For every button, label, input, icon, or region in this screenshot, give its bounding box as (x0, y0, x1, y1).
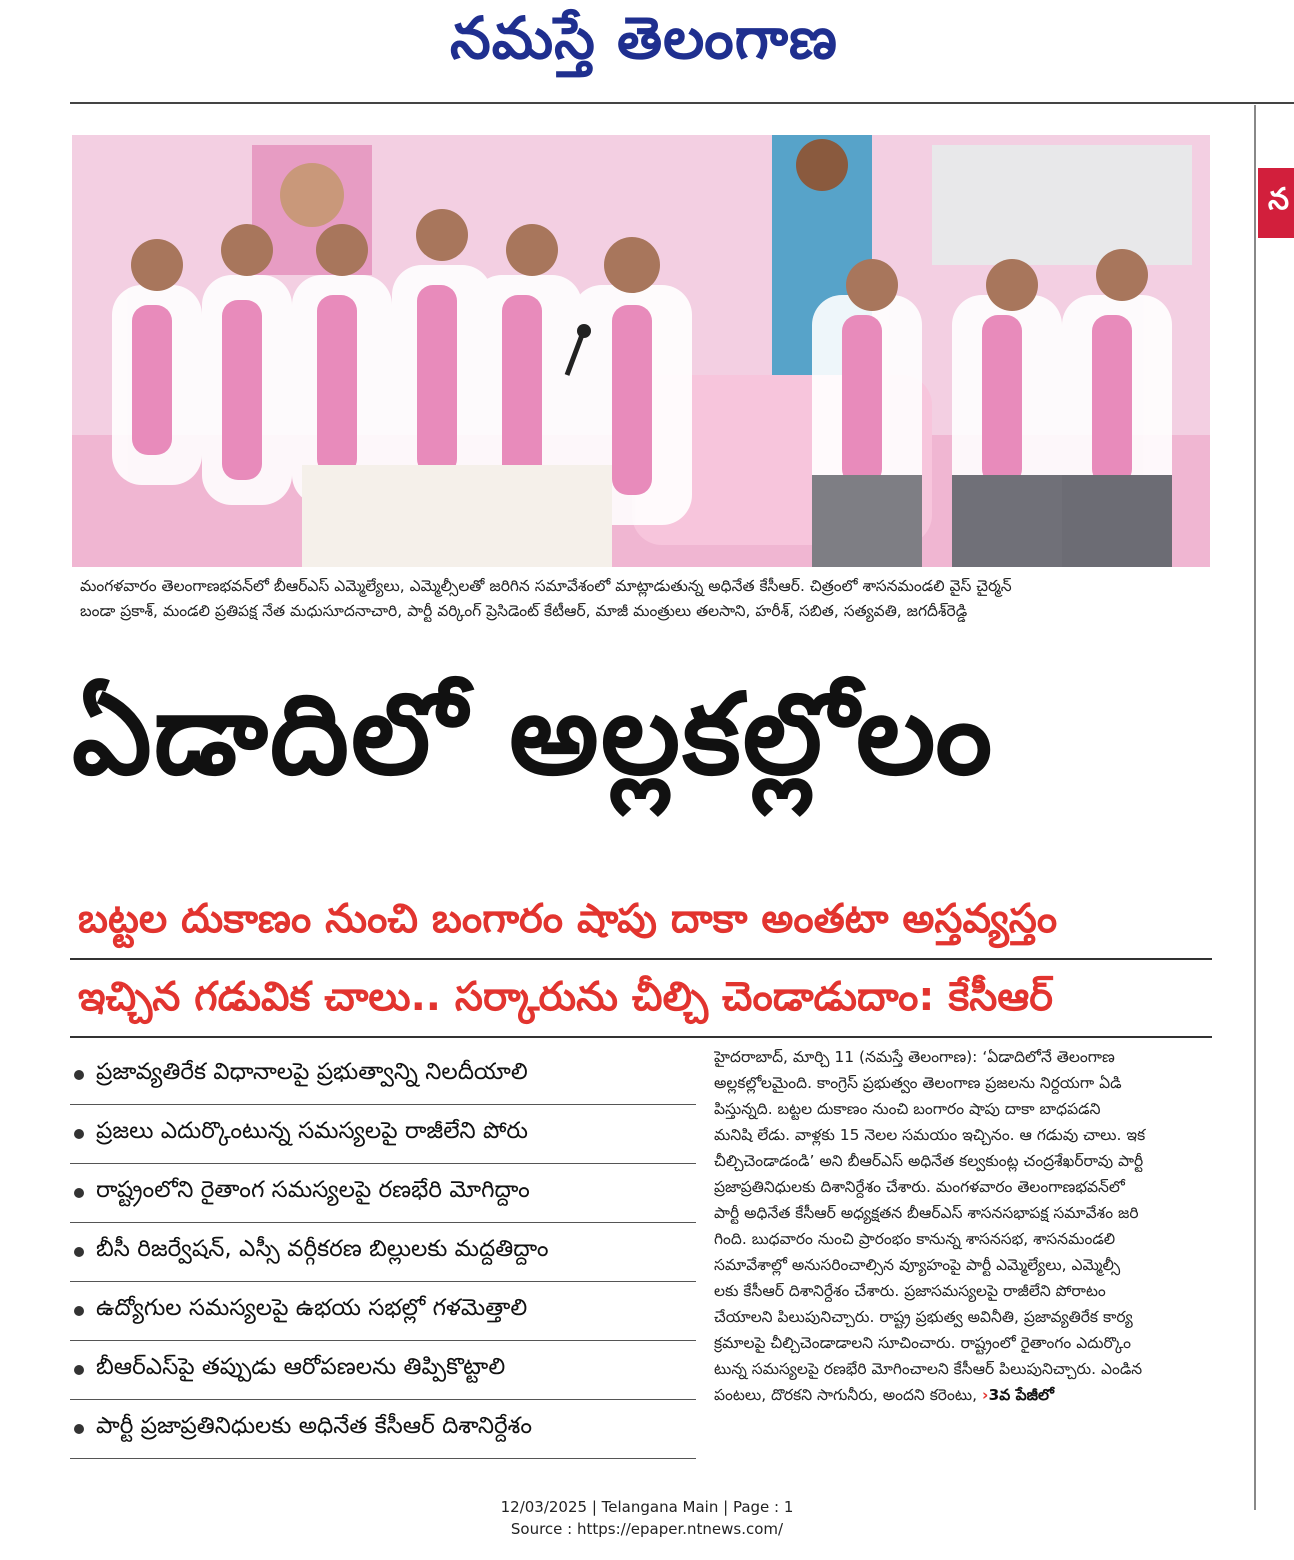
article-last-line (714, 1382, 1214, 1408)
article-line: ప్రజాప్రతినిధులకు దిశానిర్దేశం చేశారు. మంగళవారం తెలంగాణభవన్‌లో (714, 1178, 1125, 1196)
bullet-text: ఉద్యోగుల సమస్యలపై ఉభయ సభల్లో గళమెత్తాలి (96, 1295, 528, 1321)
chevron-right-icon: › (982, 1386, 989, 1404)
main-headline: ఏడాదిలో అల్లకల్లోలం (72, 670, 995, 800)
footer-date-page: 12/03/2025 | Telangana Main | Page : 1 (500, 1498, 794, 1516)
continued-link[interactable] (982, 1386, 1054, 1404)
article-line: సమావేశాల్లో అనుసరించాల్సిన వ్యూహంపై పార్టీ ఎమ్మెల్యేలు, ఎమ్మెల్సీ (714, 1256, 1121, 1274)
bullet-icon (74, 1247, 84, 1257)
article-line: లకు కేసీఆర్‌ దిశానిర్దేశం చేశారు. ప్రజాసమస్యలపై రాజీలేని పోరాటం (714, 1282, 1106, 1300)
article-line: టున్న సమస్యలపై రణభేరి మోగించాలని కేసీఆర్‌ పిలుపునిచ్చారు. ఎండిన (714, 1360, 1143, 1378)
subheadline-2: ఇచ్చిన గడువిక చాలు.. సర్కారును చీల్చి చెండాడుదాం: కేసీఆర్‌ (78, 974, 1053, 1020)
bullet-icon (74, 1365, 84, 1375)
page-footer (0, 1496, 1294, 1540)
bullet-text: రాష్ట్రంలోని రైతాంగ సమస్యలపై రణభేరి మోగిద్దాం (96, 1177, 530, 1203)
article-line: చీల్చిచెండాడండి’ అని బీఆర్‌ఎస్‌ అధినేత కల్వకుంట్ల చంద్రశేఖర్‌రావు పార్టీ (714, 1152, 1144, 1170)
list-item (70, 1400, 696, 1459)
list-item (70, 1341, 696, 1400)
masthead-title: నమస్తే తెలంగాణ (450, 4, 838, 72)
caption-line-2: బండా ప్రకాశ్‌, మండలి ప్రతిపక్ష నేత మధుసూదనాచారి, పార్టీ వర్కింగ్‌ ప్రెసిడెంట్‌ కేటీఆర్‌, మాజీ మంత్రులు తలసాని, హరీశ్‌, సబిత, సత్యవతి, జగదీశ్‌రెడ్డి (80, 602, 968, 620)
article-line: హైదరాబాద్‌, మార్చి 11 (నమస్తే తెలంగాణ): ‘ఏడాదిలోనే తెలంగాణ (714, 1048, 1115, 1066)
masthead (0, 0, 1294, 100)
list-item (70, 1046, 696, 1105)
adjacent-page-tab-glyph: న (1268, 182, 1290, 217)
bullet-icon (74, 1129, 84, 1139)
adjacent-page-tab (1258, 168, 1294, 238)
article-last-text: పంటలు, దొరకని సాగునీరు, అందని కరెంటు, (714, 1386, 978, 1404)
masthead-divider (70, 102, 1294, 104)
footer-source: Source : https://epaper.ntnews.com/ (510, 1520, 784, 1538)
article-line: పిస్తున్నది. బట్టల దుకాణం నుంచి బంగారం షాపు దాకా బాధపడని (714, 1100, 1101, 1118)
article-line: క్రమాలపై చీల్చిచెండాడాలని సూచించారు. రాష్ట్రంలో రైతాంగం ఎదుర్కొం (714, 1334, 1131, 1352)
list-item (70, 1282, 696, 1341)
article-line: మనిషి లేడు. వాళ్లకు 15 నెలల సమయం ఇచ్చినం. ఆ గడువు చాలు. ఇక (714, 1126, 1146, 1144)
list-item (70, 1164, 696, 1223)
bullet-icon (74, 1424, 84, 1434)
list-item (70, 1223, 696, 1282)
continued-label: 3వ పేజీలో (988, 1386, 1054, 1404)
article-body (714, 1044, 1214, 1408)
list-item (70, 1105, 696, 1164)
subheadline-divider-1 (70, 958, 1212, 960)
adjacent-page-edge (1254, 105, 1294, 1510)
bullet-text: బీఆర్‌ఎస్‌పై తప్పుడు ఆరోపణలను తిప్పికొట్టాలి (96, 1354, 506, 1380)
caption-line-1: మంగళవారం తెలంగాణభవన్‌లో బీఆర్‌ఎస్‌ ఎమ్మెల్యేలు, ఎమ్మెల్సీలతో జరిగిన సమావేశంలో మాట్లాడుతున్న అధినేత కేసీఆర్‌. చిత్రంలో శాసనమండలి వైస్‌ చైర్మన్‌ (80, 577, 1012, 595)
bullet-text: బీసీ రిజర్వేషన్‌, ఎస్సీ వర్గీకరణ బిల్లులకు మద్దతిద్దాం (96, 1236, 549, 1262)
photo-icon (72, 135, 1210, 567)
bullet-text: ప్రజలు ఎదుర్కొంటున్న సమస్యలపై రాజీలేని పోరు (96, 1118, 528, 1144)
article-line: గింది. బుధవారం నుంచి ప్రారంభం కానున్న శాసనసభ, శాసనమండలి (714, 1230, 1116, 1248)
highlights-list (70, 1046, 696, 1459)
bullet-icon (74, 1188, 84, 1198)
news-photo (72, 135, 1210, 567)
subheadline-divider-2 (70, 1036, 1212, 1038)
article-line: చేయాలని పిలుపునిచ్చారు. రాష్ట్ర ప్రభుత్వ అవినీతి, ప్రజావ్యతిరేక కార్య (714, 1308, 1133, 1326)
bullet-text: పార్టీ ప్రజాప్రతినిధులకు అధినేత కేసీఆర్‌ దిశానిర్దేశం (96, 1413, 532, 1439)
article-line: అల్లకల్లోలమైంది. కాంగ్రెస్‌ ప్రభుత్వం తెలంగాణ ప్రజలను నిర్దయగా ఏడి (714, 1074, 1122, 1092)
bullet-icon (74, 1070, 84, 1080)
subheadline-1: బట్టల దుకాణం నుంచి బంగారం షాపు దాకా అంతటా అస్తవ్యస్తం (78, 896, 1058, 942)
bullet-text: ప్రజావ్యతిరేక విధానాలపై ప్రభుత్వాన్ని నిలదీయాలి (96, 1059, 528, 1085)
photo-caption (80, 574, 1210, 624)
bullet-icon (74, 1306, 84, 1316)
article-line: పార్టీ అధినేత కేసీఆర్‌ అధ్యక్షతన బీఆర్‌ఎస్‌ శాసనసభాపక్ష సమావేశం జరి (714, 1204, 1139, 1222)
